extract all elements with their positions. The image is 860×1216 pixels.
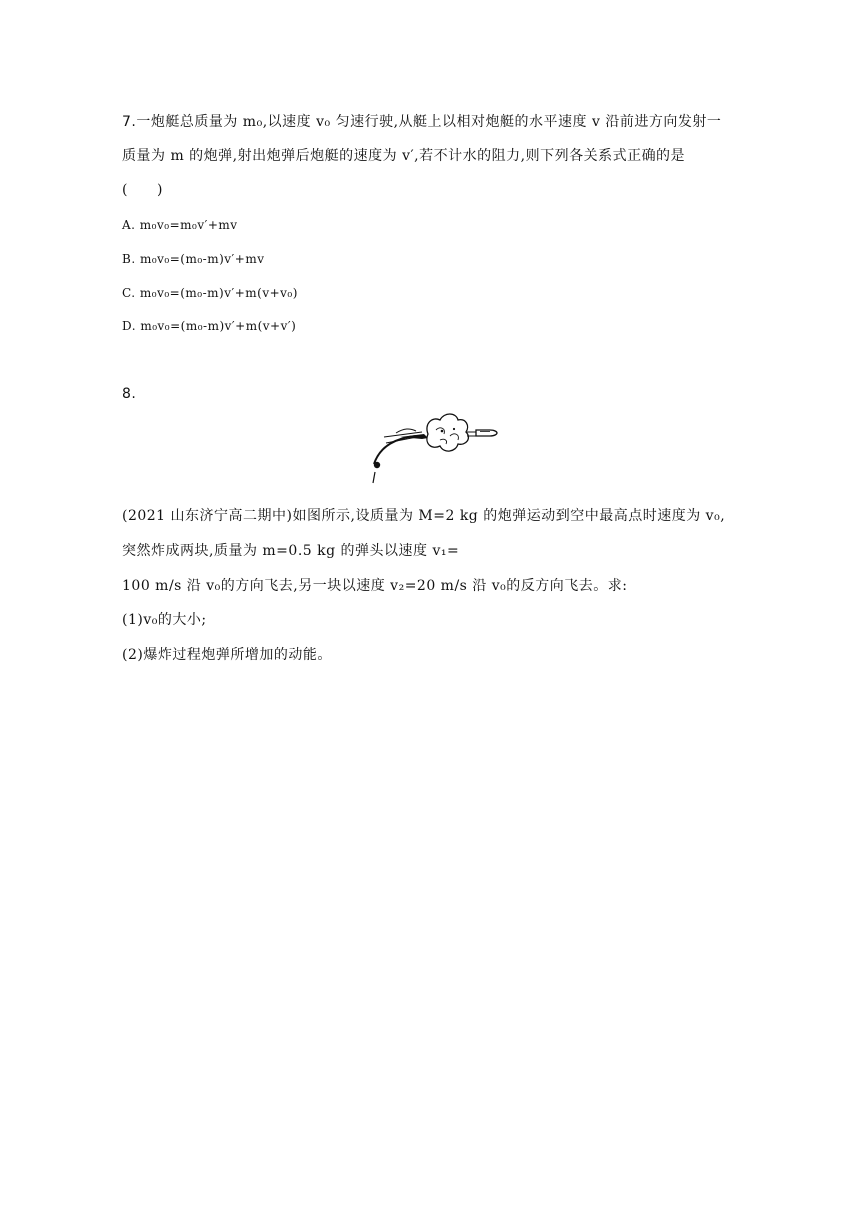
q8-stem-line3: 100 m/s 沿 v₀的方向飞去,另一块以速度 v₂=20 m/s 沿 v₀的反方向飞去。求: (122, 578, 628, 594)
q7-option-c: C. m₀v₀=(m₀-m)v′+m(v+v₀) (122, 286, 298, 300)
q7-option-a: A. m₀v₀=m₀v′+mv (122, 218, 238, 232)
q7-stem-line2: 质量为 m 的炮弹,射出炮弹后炮艇的速度为 v′,若不计水的阻力,则下列各关系式正确的是 (122, 148, 686, 164)
q7-stem-text-1: 一炮艇总质量为 m₀,以速度 v₀ 匀速行驶,从艇上以相对炮艇的水平速度 v 沿前进方向发射一 (136, 114, 722, 130)
q8-subquestion-2: (2)爆炸过程炮弹所增加的动能。 (122, 647, 332, 663)
q7-option-b: B. m₀v₀=(m₀-m)v′+mv (122, 252, 265, 266)
q8-stem-line1: (2021 山东济宁高二期中)如图所示,设质量为 M=2 kg 的炮弹运动到空中最高点时速度为 v₀, (122, 508, 726, 524)
q8-number: 8. (122, 386, 137, 402)
q7-option-d: D. m₀v₀=(m₀-m)v′+m(v+v′) (122, 319, 297, 333)
explosion-figure (370, 412, 500, 492)
q7-answer-blank: ( ) (122, 182, 163, 198)
q7-stem-line1 (122, 112, 721, 132)
q7-number: 7. (122, 114, 137, 130)
q8-subquestion-1: (1)v₀的大小; (122, 612, 207, 628)
q8-stem-line2: 突然炸成两块,质量为 m=0.5 kg 的弹头以速度 v₁= (122, 543, 460, 559)
